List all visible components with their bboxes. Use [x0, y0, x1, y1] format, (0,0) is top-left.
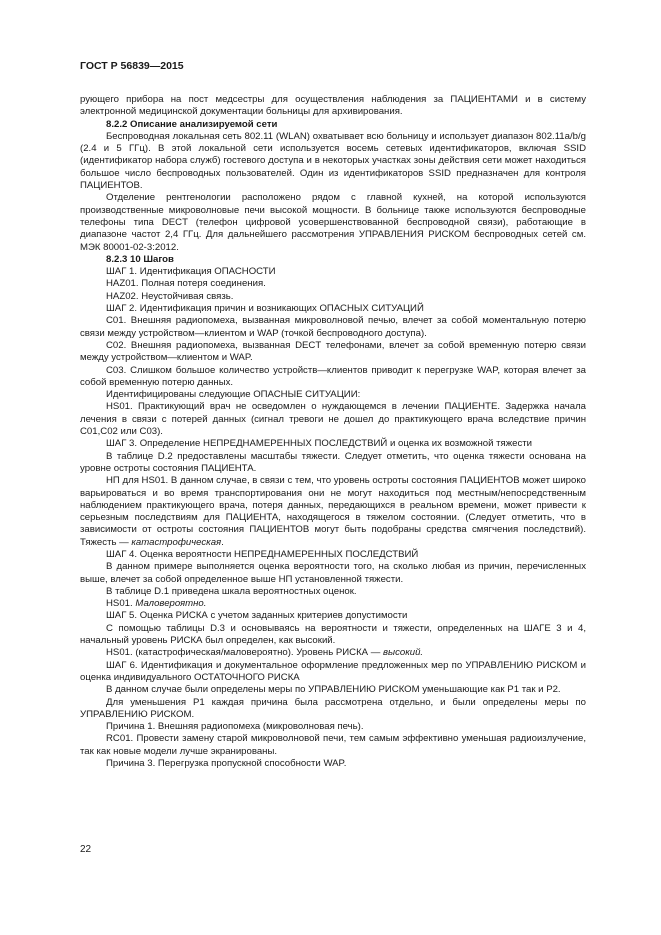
severity-period: .: [221, 536, 224, 548]
cause-3: Причина 3. Перегрузка пропускной способности WAP.: [106, 758, 347, 770]
hazard-haz02: HAZ02. Неустойчивая связь.: [106, 290, 234, 302]
severity-text: НП для HS01. В данном случае, в связи с тем, что уровень остроты состояния ПАЦИЕНТОВ может широко варьироваться и во время транспортирования они не могут находиться под местным/непосредственным наблюдением практикующего врача, потеря данных, передающихся в реальном времени, может привести к серьезным последствиям для ПАЦИЕНТА, находящегося в тяжелом состоянии. (Следует отметить, что в зависимости от остроты состояния ПАЦИЕНТОВ могут быть подобраны средства смягчения последствий). Тяжесть —: [80, 475, 586, 548]
hazardous-situations-intro: Идентифицированы следующие ОПАСНЫЕ СИТУАЦИИ:: [106, 389, 361, 401]
probability-label: HS01.: [106, 598, 136, 610]
paragraph-table-d1: В таблице D.1 приведена шкала вероятностных оценок.: [106, 585, 357, 597]
paragraph-continuation: рующего прибора на пост медсестры для осуществления наблюдения за ПАЦИЕНТАМИ и в систему электронной медицинской документации больницы для архивирования.: [80, 94, 586, 118]
risk-label: HS01. (катастрофическая/маловероятно). Уровень РИСКА —: [106, 647, 384, 659]
step-1-heading: ШАГ 1. Идентификация ОПАСНОСТИ: [106, 266, 276, 278]
paragraph-table-d3: С помощью таблицы D.3 и основываясь на вероятности и тяжести, определенных на ШАГЕ 3 и 4, начальный уровень РИСКА был определен, как высокий.: [80, 622, 586, 647]
step-4-heading: ШАГ 4. Оценка вероятности НЕПРЕДНАМЕРЕННЫХ ПОСЛЕДСТВИЙ: [106, 548, 419, 560]
step-5-heading: ШАГ 5. Оценка РИСКА с учетом заданных критериев допустимости: [106, 610, 408, 622]
document-body: [80, 94, 586, 770]
section-heading-8-2-3: 8.2.3 10 Шагов: [106, 253, 174, 265]
cause-1: Причина 1. Внешняя радиопомеха (микроволновая печь).: [106, 721, 364, 733]
severity-value: катастрофическая: [131, 536, 222, 548]
hazardous-situation-hs01: HS01. Практикующий врач не осведомлен о нуждающемся в лечении ПАЦИЕНТЕ. Задержка начала лечения в связи с потерей данных (сигнал тревоги не дошел до практикующего врача вследствие причин C01,C02 или C03).: [80, 401, 586, 438]
probability-value: Маловероятно.: [135, 598, 207, 610]
paragraph-table-d2: В таблице D.2 предоставлены масштабы тяжести. Следует отметить, что оценка тяжести основана на уровне остроты состояния ПАЦИЕНТА.: [80, 450, 586, 474]
paragraph-hs01-risk: [80, 647, 586, 659]
paragraph-wlan: Беспроводная локальная сеть 802.11 (WLAN) охватывает всю больницу и использует диапазон 802.11a/b/g (2.4 и 5 ГГц). В этой локальной сети используется восемь сетевых идентификаторов, включая SSID (идентификатор набора служб) гостевого доступа и в некоторых участках зоны действия сети может находиться большое число беспроводных пользователей. Один из идентификаторов SSID предназначен для контроля ПАЦИЕНТОВ.: [80, 130, 586, 192]
cause-c02: C02. Внешняя радиопомеха, вызванная DECT телефонами, влечет за собой временную потерю связи между устройством—клиентом и WAP.: [80, 339, 586, 364]
cause-c01: C01. Внешняя радиопомеха, вызванная микроволновой печью, влечет за собой моментальную потерю связи между устройством—клиентом и WAP (точкой беспроводного доступа).: [80, 315, 586, 339]
cause-c03: C03. Слишком большое количество устройств—клиентов приводит к перегрузке WAP, которая влечет за собой временную потерю данных.: [80, 364, 586, 388]
page-number: 22: [80, 844, 92, 855]
risk-value: высокий.: [383, 647, 424, 659]
paragraph-hs01-severity: [80, 475, 586, 549]
step-3-heading: ШАГ 3. Определение НЕПРЕДНАМЕРЕННЫХ ПОСЛЕДСТВИЙ и оценка их возможной тяжести: [106, 438, 532, 450]
paragraph-probability: В данном примере выполняется оценка вероятности того, на сколько любая из причин, перечисленных выше, влечет за собой определенное выше НП установленной тяжести.: [80, 561, 586, 585]
paragraph-p1: Для уменьшения P1 каждая причина была рассмотрена отдельно, и были определены меры по УПРАВЛЕНИЮ РИСКОМ.: [80, 696, 586, 720]
section-heading-8-2-2: 8.2.2 Описание анализируемой сети: [106, 118, 278, 130]
document-header: ГОСТ Р 56839—2015: [80, 60, 184, 72]
risk-control-rc01: RC01. Провести замену старой микроволновой печи, тем самым эффективно уменьшая радиоизлучение, так как новые модели лучше экранированы.: [80, 733, 586, 757]
step-2-heading: ШАГ 2. Идентификация причин и возникающих ОПАСНЫХ СИТУАЦИЙ: [106, 303, 424, 315]
step-6-heading: ШАГ 6. Идентификация и документальное оформление предложенных мер по УПРАВЛЕНИЮ РИСКОМ и оценка индивидуального ОСТАТОЧНОГО РИСКА: [80, 659, 586, 683]
paragraph-hs01-probability: [80, 598, 586, 610]
hazard-haz01: HAZ01. Полная потеря соединения.: [106, 278, 266, 290]
paragraph-radiology: Отделение рентгенологии расположено рядом с главной кухней, на которой используются производственные микроволновые печи высокой мощности. В больнице также используются беспроводные телефоны типа DECT (телефон цифровой усовершенствованной беспроводной связи), работающие в диапазоне частот 2,4 ГГц. Для дальнейшего рассмотрения УПРАВЛЕНИЯ РИСКОМ беспроводных сетей см. МЭК 80001-02-3:2012.: [80, 192, 586, 253]
paragraph-measures: В данном случае были определены меры по УПРАВЛЕНИЮ РИСКОМ уменьшающие как P1 так и P2.: [106, 684, 561, 696]
